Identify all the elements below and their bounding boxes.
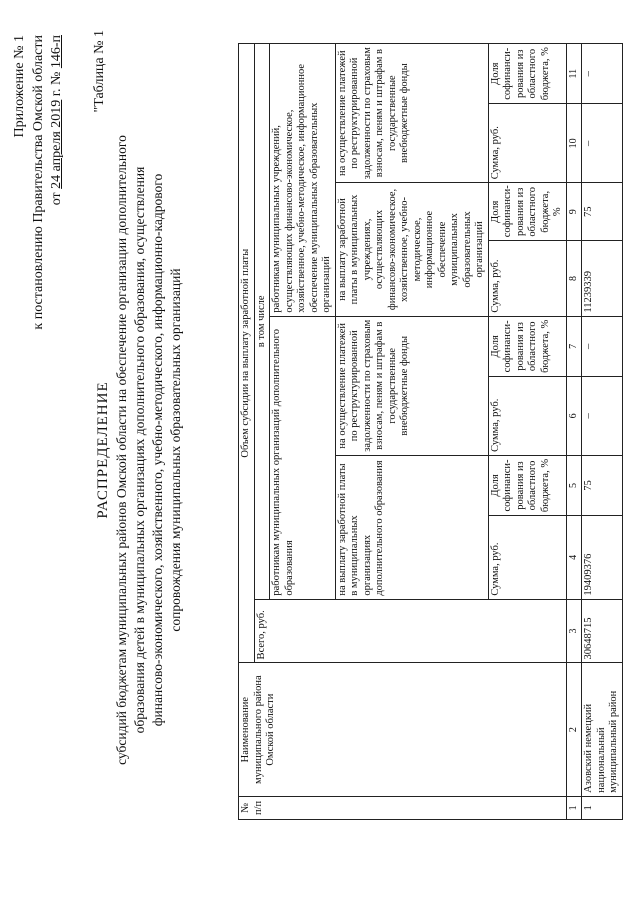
col-number: 6 — [566, 376, 582, 455]
header-share: Доля софинанси-рования из областного бюджета, % — [488, 44, 566, 104]
header-district: Наименование муниципального района Омской области — [239, 663, 567, 796]
header-group-dop-education: работникам муниципальных организаций дополнительного образования — [270, 316, 336, 599]
document-subtitle — [113, 50, 185, 850]
header-b2-debt: на осуществление платежей по реструктурированной задолженности по страховым взносам, пеням и штрафам в государственные внебюджетные фонды — [335, 44, 488, 183]
header-share: Доля софинанси-рования из областного бюджета, % — [488, 455, 566, 515]
header-sum: Сумма, руб. — [488, 241, 566, 316]
column-number-row — [566, 44, 582, 820]
row-a1-sum: 19409376 — [582, 516, 623, 600]
header-including: в том числе — [254, 44, 270, 600]
number-prefix: г. № — [49, 71, 64, 97]
col-number: 2 — [566, 663, 582, 796]
header-share: Доля софинанси-рования из областного бюджета, % — [488, 316, 566, 376]
document-title: РАСПРЕДЕЛЕНИЕ — [95, 381, 111, 519]
row-b2-share: – — [582, 44, 623, 104]
col-number: 3 — [566, 599, 582, 663]
subtitle-line: субсидий бюджетам муниципальных районов Омской области на обеспечение организации дополнительного — [114, 135, 129, 765]
table-label: "Таблица № 1 — [92, 30, 107, 113]
date-prefix: от — [49, 192, 64, 206]
subtitle-line: образования детей в муниципальных организациях дополнительного образования, осуществления — [132, 166, 147, 734]
header-subsidy-volume: Объем субсидии на выплату заработной платы — [239, 44, 255, 663]
appendix-label: Приложение № 1 — [12, 35, 27, 138]
col-number: 11 — [566, 44, 582, 104]
row-b1-share: 75 — [582, 183, 623, 241]
resolution-number: 146-п — [49, 35, 64, 69]
col-number: 4 — [566, 516, 582, 600]
col-number: 7 — [566, 316, 582, 376]
subtitle-line: сопровождения муниципальных образовательных организаций — [168, 268, 183, 632]
row-num: 1 — [582, 796, 623, 819]
resolution-date-line — [47, 35, 66, 205]
col-number: 9 — [566, 183, 582, 241]
header-total: Всего, руб. — [254, 599, 566, 663]
header-sum: Сумма, руб. — [488, 516, 566, 600]
table-row — [582, 44, 623, 820]
resolution-ref: к постановлению Правительства Омской области — [31, 35, 46, 330]
header-sum: Сумма, руб. — [488, 104, 566, 183]
col-number: 8 — [566, 241, 582, 316]
header-group-support-institutions: работникам муниципальных учреждений, осуществляющих финансово-экономическое, хозяйственное, учебно-методическое, информационное обеспечение муниципальных образовательных организаций — [270, 44, 336, 317]
header-b1-salary: на выплату заработной платы в муниципальных учреждениях, осуществляющих финансово-экономическое, хозяйственное, учебно-методическое, информационное обеспечение муниципальных образовательных организаций — [335, 183, 488, 316]
row-district-name: Азовский немецкий национальный муниципальный район — [582, 663, 623, 796]
row-total: 30648715 — [582, 599, 623, 663]
header-a2-debt: на осуществление платежей по реструктурированной задолженности по страховым взносам, пеням и штрафам в государственные внебюджетные фонды — [335, 316, 488, 455]
header-num: № п/п — [239, 796, 567, 819]
row-a1-share: 75 — [582, 455, 623, 515]
header-share: Доля софинанси-рования из областного бюджета, % — [488, 183, 566, 241]
distribution-table — [238, 43, 623, 820]
header-a1-salary: на выплату заработной платы в муниципальных организациях дополнительного образования — [335, 455, 488, 599]
col-number: 1 — [566, 796, 582, 819]
row-a2-share: – — [582, 316, 623, 376]
header-sum: Сумма, руб. — [488, 376, 566, 455]
col-number: 10 — [566, 104, 582, 183]
row-b1-sum: 11239339 — [582, 241, 623, 316]
row-b2-sum: – — [582, 104, 623, 183]
col-number: 5 — [566, 455, 582, 515]
row-a2-sum: – — [582, 376, 623, 455]
subtitle-line: финансово-экономического, хозяйственного, учебно-методического, информационно-кадрового — [150, 173, 165, 727]
resolution-date: 24 апреля 2019 — [49, 99, 64, 189]
